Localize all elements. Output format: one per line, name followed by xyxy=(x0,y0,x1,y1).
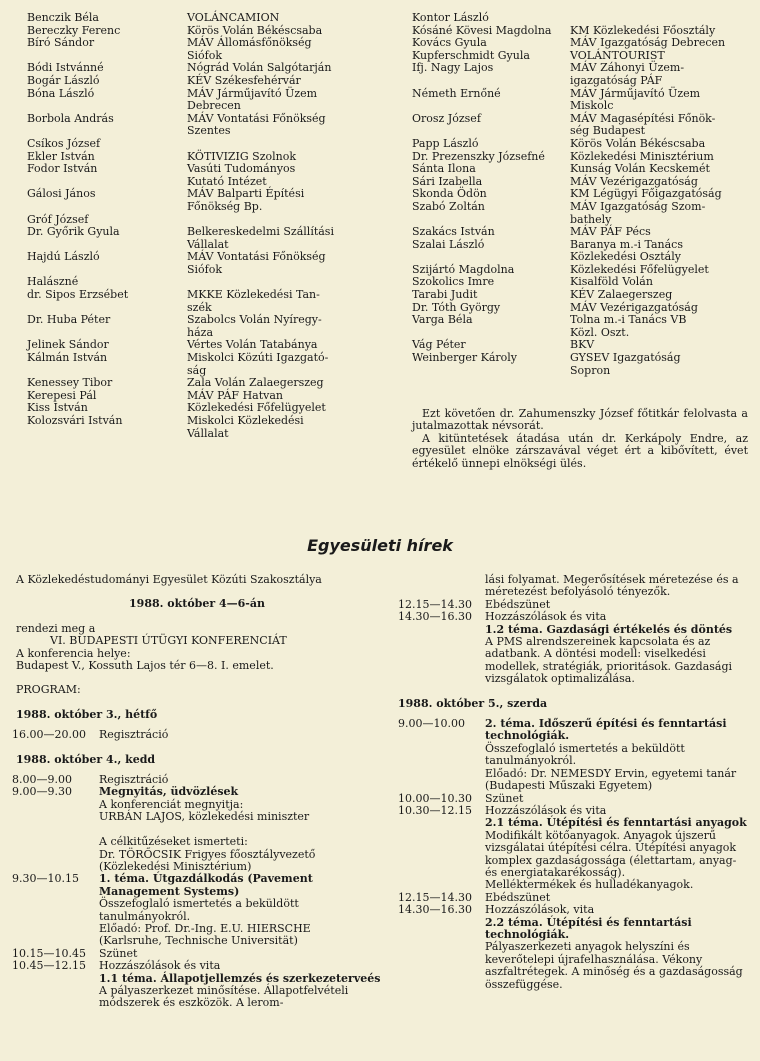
list-item xyxy=(27,226,387,251)
person-name: Benczik Béla xyxy=(27,11,99,24)
schedule-description xyxy=(99,960,382,972)
continued-text: lási folyamat. Megerősítések méretezése és a méretezést befolyásoló tényezők. xyxy=(485,573,739,599)
organization-name: KÖTIVIZIG Szolnok xyxy=(187,149,297,163)
schedule-day2-cont xyxy=(398,599,748,686)
schedule-time: 10.15—10.45 xyxy=(12,946,86,960)
schedule-row xyxy=(12,873,382,947)
organization-name: VOLÁNTOURIST xyxy=(570,48,665,62)
session-text: Regisztráció xyxy=(99,773,169,787)
list-item xyxy=(412,113,747,138)
list-item xyxy=(27,314,387,339)
organization-name: KM Közlekedési Főosztály xyxy=(570,23,716,37)
person-name: Bereczky Ferenc xyxy=(27,23,121,37)
session-text: Összefoglaló ismertetés a beküldött tanulmányokról. Előadó: Dr. NEMESDY Ervin, egyetemi tanár (Budapesti Műszaki Egyetem) xyxy=(485,741,737,793)
person-name: Papp László xyxy=(412,136,479,150)
person-name: Varga Béla xyxy=(412,313,473,327)
schedule-day1 xyxy=(12,729,382,741)
conference-dates: 1988. október 4—6-án xyxy=(129,597,265,611)
list-item xyxy=(412,62,747,87)
person-name: Borbola András xyxy=(27,111,114,125)
session-title: Megnyitás, üdvözlések xyxy=(99,785,239,799)
organization-name: VOLÁNCAMION xyxy=(187,11,280,24)
schedule-time: 10.30—12.15 xyxy=(398,803,472,817)
list-item xyxy=(27,289,387,314)
organization-name: Miskolci Közúti Igazgató- ság xyxy=(187,351,329,377)
schedule-description xyxy=(485,718,748,792)
schedule-description xyxy=(485,904,748,916)
venue-label: A konferencia helye: xyxy=(16,646,131,660)
schedule-row xyxy=(12,960,382,972)
list-item xyxy=(27,415,387,440)
organization-name: MÁV Magasépítési Főnök- ség Budapest xyxy=(570,111,716,138)
organization-name xyxy=(187,138,382,151)
person-name: Szijártó Magdolna xyxy=(412,262,515,276)
person-name: Szalai László xyxy=(412,237,485,251)
person-name: Kósáné Kövesi Magdolna xyxy=(412,23,552,37)
person-name: Halászné xyxy=(27,275,79,289)
list-item xyxy=(27,37,387,62)
list-item xyxy=(27,88,387,113)
session-title: 2. téma. Időszerű építési és fenntartási technológiák. xyxy=(485,717,727,743)
list-item xyxy=(27,188,387,213)
organization-name: Vértes Volán Tatabánya xyxy=(187,338,318,352)
list-item xyxy=(27,12,387,25)
session-text: Összefoglaló ismertetés a beküldött tanulmányokról. Előadó: Prof. Dr.-Ing. E.U. HIERSCHE (Karlsruhe, Technische Universität) xyxy=(99,897,311,948)
person-name: Jelinek Sándor xyxy=(27,338,109,352)
session-text: Hozzászólások és vita xyxy=(485,610,607,624)
person-name: Kerepesi Pál xyxy=(27,388,97,402)
awardee-list-left xyxy=(27,12,387,440)
schedule-row xyxy=(398,611,748,623)
list-item xyxy=(412,138,747,151)
organization-name: Nógrád Volán Salgótarján xyxy=(187,61,332,75)
organization-name: MÁV PÁF Hatvan xyxy=(187,388,283,402)
list-item xyxy=(27,377,387,390)
person-name: Kovács Gyula xyxy=(412,36,487,50)
organization-name: Körös Volán Békéscsaba xyxy=(570,136,706,150)
organization-name: MÁV Állomásfőnökség Siófok xyxy=(187,36,312,62)
organization-name: Tolna m.-i Tanács VB Közl. Oszt. xyxy=(570,313,687,339)
list-item xyxy=(27,138,387,151)
organization-name: MÁV Vontatási Főnökség Siófok xyxy=(187,250,326,276)
organization-name: Körös Volán Békéscsaba xyxy=(187,23,323,37)
organization-name: MÁV Vezérigazgatóság xyxy=(570,300,698,314)
person-name: Ekler István xyxy=(27,149,95,163)
organization-name: Zala Volán Zalaegerszeg xyxy=(187,376,324,390)
list-item xyxy=(412,88,747,113)
organization-name: Kisalföld Volán xyxy=(570,275,653,289)
schedule-row xyxy=(12,973,382,1010)
schedule-time: 16.00—20.00 xyxy=(12,728,86,742)
session-text: Hozzászólások és vita xyxy=(99,959,221,973)
list-item xyxy=(27,75,387,88)
schedule-time: 10.45—12.15 xyxy=(12,959,86,973)
schedule-row xyxy=(398,718,748,792)
session-text: Szünet xyxy=(99,946,138,960)
person-name: Dr. Huba Péter xyxy=(27,313,111,327)
person-name: Bíró Sándor xyxy=(27,36,95,50)
session-text: Hozzászólások, vita xyxy=(485,903,595,917)
list-item xyxy=(412,201,747,226)
session-title: 1.1 téma. Állapotjellemzés és szerkezeterveés xyxy=(99,971,381,985)
session-text: Ebédszünet xyxy=(485,597,551,611)
organization-name: KÉV Székesfehérvár xyxy=(187,73,301,87)
person-name: Tarabi Judit xyxy=(412,288,478,302)
organization-name: MÁV Járműjavító Üzem Debrecen xyxy=(187,86,318,113)
organization-name: Baranya m.-i Tanács Közlekedési Osztály xyxy=(570,237,683,264)
session-text: Szünet xyxy=(485,791,524,805)
organization-name: Szabolcs Volán Nyíregy- háza xyxy=(187,313,322,339)
awardee-list-right xyxy=(412,12,747,377)
schedule-time: 9.00—9.30 xyxy=(12,785,72,799)
person-name: Kálmán István xyxy=(27,351,108,365)
person-name: Dr. Prezenszky Józsefné xyxy=(412,149,545,163)
organization-name: Közlekedési Minisztérium xyxy=(570,149,714,163)
schedule-description xyxy=(485,917,748,991)
list-item xyxy=(27,113,387,138)
session-title: 2.2 téma. Útépítési és fenntartási technológiák. xyxy=(485,915,692,941)
organization-name: Vasúti Tudományos Kutató Intézet xyxy=(187,162,296,188)
person-name: Bóna László xyxy=(27,86,95,100)
organization-name: MÁV PÁF Pécs xyxy=(570,225,651,239)
schedule-row xyxy=(398,904,748,916)
person-name: Bogár László xyxy=(27,73,100,87)
schedule-description xyxy=(485,624,748,686)
organization-name: Közlekedési Főfelügyelet xyxy=(570,262,709,276)
session-text: Regisztráció xyxy=(99,728,169,742)
person-name: dr. Sipos Erzsébet xyxy=(27,288,129,302)
organization-name: MÁV Záhonyi Üzem- igazgatóság PÁF xyxy=(570,61,685,87)
schedule-description xyxy=(99,729,382,741)
session-title: 2.1 téma. Útépítési és fenntartási anyagok xyxy=(485,816,747,830)
person-name: Weinberger Károly xyxy=(412,351,518,365)
person-name: Szabó Zoltán xyxy=(412,199,485,213)
session-text: A pályaszerkezet minősítése. Állapotfelvételi módszerek és eszközök. A lerom- xyxy=(99,983,349,1010)
person-name: Dr. Tóth György xyxy=(412,300,501,314)
schedule-time: 12.15—14.30 xyxy=(398,890,472,904)
program-right-column xyxy=(398,574,748,991)
person-name: Kiss István xyxy=(27,401,88,415)
venue-address: Budapest V., Kossuth Lajos tér 6—8. I. emelet. xyxy=(16,659,274,673)
schedule-description xyxy=(99,873,382,947)
person-name: Szakács István xyxy=(412,225,495,239)
schedule-time: 8.00—9.00 xyxy=(12,773,72,787)
session-text: A konferenciát megnyitja: URBÁN LAJOS, közlekedési miniszter A célkitűzéseket ismerteti: Dr. TÖRŐCSIK Frigyes főosztályvezető (Közlekedési Minisztérium) xyxy=(99,797,316,873)
schedule-time: 14.30—16.30 xyxy=(398,903,472,917)
organization-name: MÁV Vontatási Főnökség Szentes xyxy=(187,111,326,138)
person-name: Kontor László xyxy=(412,11,489,24)
intro-text: A Közlekedéstudományi Egyesület Közúti Szakosztálya xyxy=(16,573,322,586)
day-heading: 1988. október 3., hétfő xyxy=(16,707,158,721)
session-title: 1. téma. Útgazdálkodás (Pavement Management Systems) xyxy=(99,872,313,898)
person-name: Hajdú László xyxy=(27,250,100,264)
schedule-row xyxy=(398,917,748,991)
session-text: Pályaszerkezeti anyagok helyszíni és keverőtelepi újrafelhasználása. Vékony aszfaltrétegek. A minőség és a gazdaságosság összefüggése. xyxy=(485,940,743,991)
list-item xyxy=(412,239,747,264)
schedule-day2 xyxy=(12,774,382,1010)
organization-name: MKKE Közlekedési Tan- szék xyxy=(187,288,320,314)
person-name: Gálosi János xyxy=(27,187,96,201)
day-heading: 1988. október 5., szerda xyxy=(398,696,548,710)
list-item xyxy=(27,251,387,276)
person-name: Bódi Istvánné xyxy=(27,61,104,75)
list-item xyxy=(412,12,747,25)
schedule-description xyxy=(99,973,382,1010)
schedule-time: 9.30—10.15 xyxy=(12,872,79,886)
schedule-time xyxy=(12,973,99,1010)
conference-name: VI. BUDAPESTI ÚTÜGYI KONFERENCIÁT xyxy=(50,634,287,648)
session-text: A PMS alrendszereinek kapcsolata és az adatbank. A döntési modell: viselkedési modellek, stratégiák, prioritások. Gazdasági vizsgálatok optimalizálása. xyxy=(485,635,733,686)
day-heading: 1988. október 4., kedd xyxy=(16,752,156,766)
organization-name: GYSEV Igazgatóság Sopron xyxy=(570,351,681,377)
schedule-description xyxy=(485,611,748,623)
organization-name: MÁV Igazgatóság Szom- bathely xyxy=(570,199,706,226)
person-name: Kupferschmidt Gyula xyxy=(412,48,530,62)
program-left-column xyxy=(12,574,382,1010)
closing-text xyxy=(412,408,748,470)
organization-name xyxy=(570,12,747,25)
schedule-time xyxy=(398,817,485,891)
organize-text: rendezi meg a xyxy=(16,621,96,635)
schedule-row xyxy=(12,729,382,741)
closing-paragraph: A kitüntetések átadása után dr. Kerkápoly Endre, az egyesület elnöke zárszavával véget ért a kibővített, évet értékelő ünnepi elnökségi ülés. xyxy=(412,431,748,470)
program-heading: PROGRAM: xyxy=(16,683,81,697)
person-name: Kolozsvári István xyxy=(27,414,123,427)
organization-name: Kunság Volán Kecskemét xyxy=(570,162,710,176)
list-item xyxy=(27,352,387,377)
person-name: Dr. Győrik Gyula xyxy=(27,225,120,239)
session-text: Hozzászólások és vita xyxy=(485,803,607,817)
list-item xyxy=(412,226,747,239)
organization-name: BKV xyxy=(570,338,595,352)
schedule-time: 14.30—16.30 xyxy=(398,610,472,624)
schedule-time xyxy=(398,624,485,686)
person-name: Ifj. Nagy Lajos xyxy=(412,61,494,75)
list-item xyxy=(412,163,747,176)
person-name: Csíkos József xyxy=(27,136,101,150)
person-name: Skonda Ödön xyxy=(412,187,487,201)
schedule-row xyxy=(398,624,748,686)
organization-name: Belkereskedelmi Szállítási Vállalat xyxy=(187,225,334,251)
list-item xyxy=(27,163,387,188)
list-item xyxy=(412,37,747,50)
section-title: Egyesületi hírek xyxy=(307,536,453,555)
organization-name: Közlekedési Főfelügyelet xyxy=(187,401,326,415)
list-item xyxy=(412,289,747,302)
person-name: Gróf József xyxy=(27,212,89,226)
organization-name: Miskolci Közlekedési Vállalat xyxy=(187,414,304,440)
closing-paragraph: Ezt követően dr. Zahumenszky József főtitkár felolvasta a jutalmazottak névsorát. xyxy=(412,407,748,433)
person-name: Sánta Ilona xyxy=(412,162,476,176)
schedule-description xyxy=(99,786,382,873)
session-text: Modifikált kötőanyagok. Anyagok újszerű vizsgálatai útépítési célra. Útépítési anyagok komplex gazdaságossága (élettartam, anyag- és energiatakarékosság). Melléktermékek és hulladékanyagok. xyxy=(485,828,737,892)
person-name: Fodor István xyxy=(27,162,98,176)
person-name: Kenessey Tibor xyxy=(27,376,113,390)
schedule-time: 9.00—10.00 xyxy=(398,717,465,731)
schedule-row xyxy=(12,786,382,873)
list-item xyxy=(412,314,747,339)
schedule-row xyxy=(398,817,748,891)
person-name: Szokolics Imre xyxy=(412,275,495,289)
person-name: Sári Izabella xyxy=(412,174,483,188)
schedule-time: 10.00—10.30 xyxy=(398,791,472,805)
list-item xyxy=(412,352,747,377)
person-name: Orosz József xyxy=(412,111,481,125)
schedule-day3 xyxy=(398,718,748,991)
person-name: Németh Ernőné xyxy=(412,86,501,100)
organization-name: MÁV Balparti Építési Főnökség Bp. xyxy=(187,187,305,213)
session-text: Ebédszünet xyxy=(485,890,551,904)
organization-name: MÁV Igazgatóság Debrecen xyxy=(570,36,726,50)
session-title: 1.2 téma. Gazdasági értékelés és döntés xyxy=(485,622,733,636)
schedule-description xyxy=(485,817,748,891)
person-name: Vág Péter xyxy=(412,338,466,352)
schedule-time: 12.15—14.30 xyxy=(398,597,472,611)
organization-name: KÉV Zalaegerszeg xyxy=(570,288,673,302)
schedule-time xyxy=(398,917,485,991)
organization-name: KM Légügyi Főigazgatóság xyxy=(570,187,722,201)
organization-name: MÁV Járműjavító Üzem Miskolc xyxy=(570,86,701,113)
organization-name: MÁV Vezérigazgatóság xyxy=(570,174,698,188)
